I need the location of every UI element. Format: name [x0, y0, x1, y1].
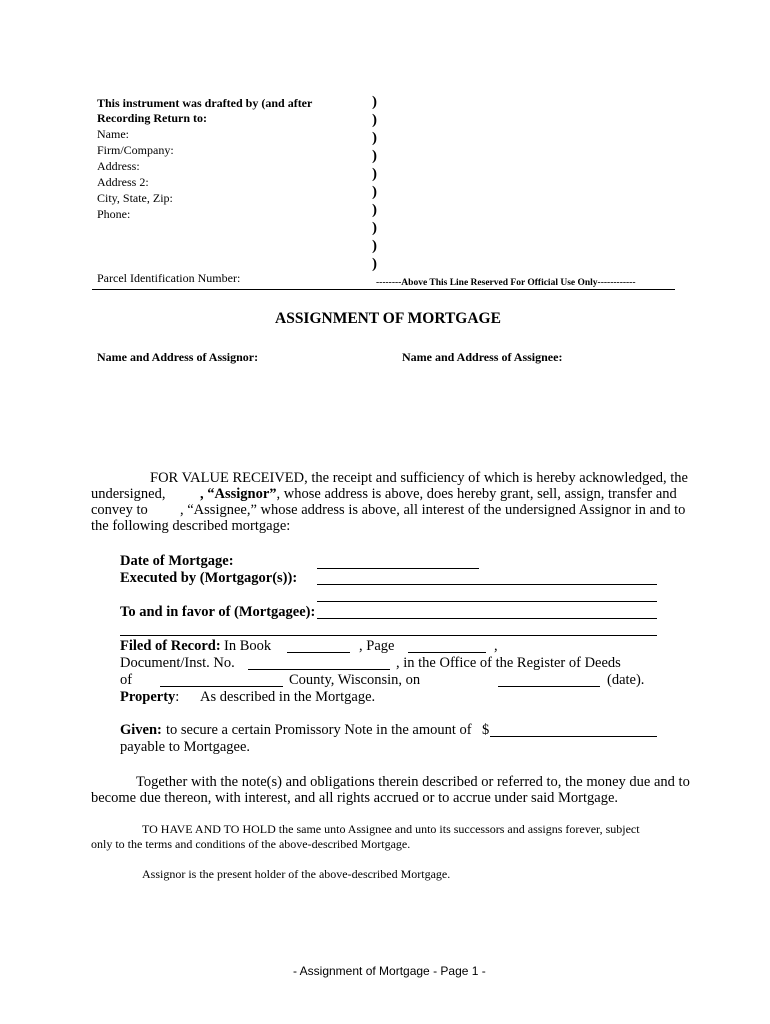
address2-label: Address 2:	[97, 175, 149, 189]
filed-of-record-label: Filed of Record:	[120, 638, 221, 654]
assignee-heading: Name and Address of Assignee:	[402, 350, 563, 364]
date-of-mortgage-field[interactable]	[317, 568, 479, 569]
bracket-paren: )	[372, 94, 377, 110]
body-line-4: the following described mortgage:	[91, 518, 291, 534]
property-colon: :	[175, 689, 180, 705]
bracket-paren: )	[372, 202, 377, 218]
dollar-sign: $	[482, 722, 490, 738]
together-line-2: become due thereon, with interest, and all rights accrued or to accrue under said Mortgage.	[91, 790, 619, 806]
page-footer: - Assignment of Mortgage - Page 1 -	[293, 964, 486, 978]
document-inst-field[interactable]	[248, 669, 390, 670]
given-text: to secure a certain Promissory Note in the amount of	[166, 722, 472, 738]
document-title: ASSIGNMENT OF MORTGAGE	[275, 310, 501, 327]
office-register-text: , in the Office of the Register of Deeds	[396, 655, 621, 671]
of-label: of	[120, 672, 133, 688]
bracket-paren: )	[372, 112, 377, 128]
bracket-paren: )	[372, 238, 377, 254]
together-line-1: Together with the note(s) and obligations therein described or referred to, the money due and to	[136, 774, 690, 790]
in-favor-of-label: To and in favor of (Mortgagee):	[120, 604, 316, 620]
mortgagee-field-2[interactable]	[120, 635, 657, 636]
executed-by-field-2[interactable]	[317, 601, 657, 602]
assignor-heading: Name and Address of Assignor:	[97, 350, 259, 364]
habendum-line-2: only to the terms and conditions of the above-described Mortgage.	[91, 837, 411, 851]
body-convey-to: convey to	[91, 502, 148, 518]
bracket-paren: )	[372, 130, 377, 146]
bracket-paren: )	[372, 220, 377, 236]
body-line-1: FOR VALUE RECEIVED, the receipt and sufficiency of which is hereby acknowledged, the	[150, 470, 688, 486]
mortgagee-field[interactable]	[317, 618, 657, 619]
recording-return-label: Recording Return to:	[97, 111, 207, 125]
drafted-by-label: This instrument was drafted by (and after	[97, 96, 313, 110]
payable-text: payable to Mortgagee.	[120, 739, 251, 755]
parcel-id-label: Parcel Identification Number:	[97, 271, 241, 285]
body-line-2-rest: , whose address is above, does hereby grant, sell, assign, transfer and	[276, 486, 677, 502]
address-label: Address:	[97, 159, 140, 173]
bracket-paren: )	[372, 166, 377, 182]
document-inst-label: Document/Inst. No.	[120, 655, 235, 671]
executed-by-label: Executed by (Mortgagor(s)):	[120, 570, 298, 586]
name-label: Name:	[97, 127, 129, 141]
bracket-paren: )	[372, 148, 377, 164]
book-field[interactable]	[287, 652, 350, 653]
assignor-designation: , “Assignor”	[200, 486, 277, 502]
property-label: Property	[120, 689, 176, 705]
assignor-designation-comma	[200, 486, 277, 502]
county-wisconsin-text: County, Wisconsin, on	[289, 672, 421, 688]
executed-by-field[interactable]	[317, 584, 657, 585]
reserved-official-use: --------Above This Line Reserved For Official Use Only------------	[376, 278, 636, 288]
firm-company-label: Firm/Company:	[97, 143, 174, 157]
holder-statement: Assignor is the present holder of the above-described Mortgage.	[142, 867, 451, 881]
body-undersigned: undersigned,	[91, 486, 166, 502]
property-value: As described in the Mortgage.	[200, 689, 376, 705]
recorded-date-field[interactable]	[498, 686, 600, 687]
date-of-mortgage-label: Date of Mortgage:	[120, 553, 234, 569]
page-label: , Page	[359, 638, 395, 654]
bracket-paren: )	[372, 256, 377, 272]
note-amount-field[interactable]	[490, 736, 657, 737]
city-state-zip-label: City, State, Zip:	[97, 191, 173, 205]
county-field[interactable]	[160, 686, 283, 687]
given-label: Given:	[120, 722, 162, 738]
body-line-3-rest: , “Assignee,” whose address is above, all interest of the undersigned Assignor in and to	[180, 502, 686, 518]
page-comma: ,	[494, 638, 498, 654]
date-suffix: (date).	[607, 672, 645, 688]
phone-label: Phone:	[97, 207, 131, 221]
header-divider	[92, 289, 675, 290]
page-field[interactable]	[408, 652, 486, 653]
in-book-label: In Book	[224, 638, 272, 654]
habendum-line-1: TO HAVE AND TO HOLD the same unto Assignee and unto its successors and assigns forever, subject	[142, 822, 640, 836]
bracket-paren: )	[372, 184, 377, 200]
